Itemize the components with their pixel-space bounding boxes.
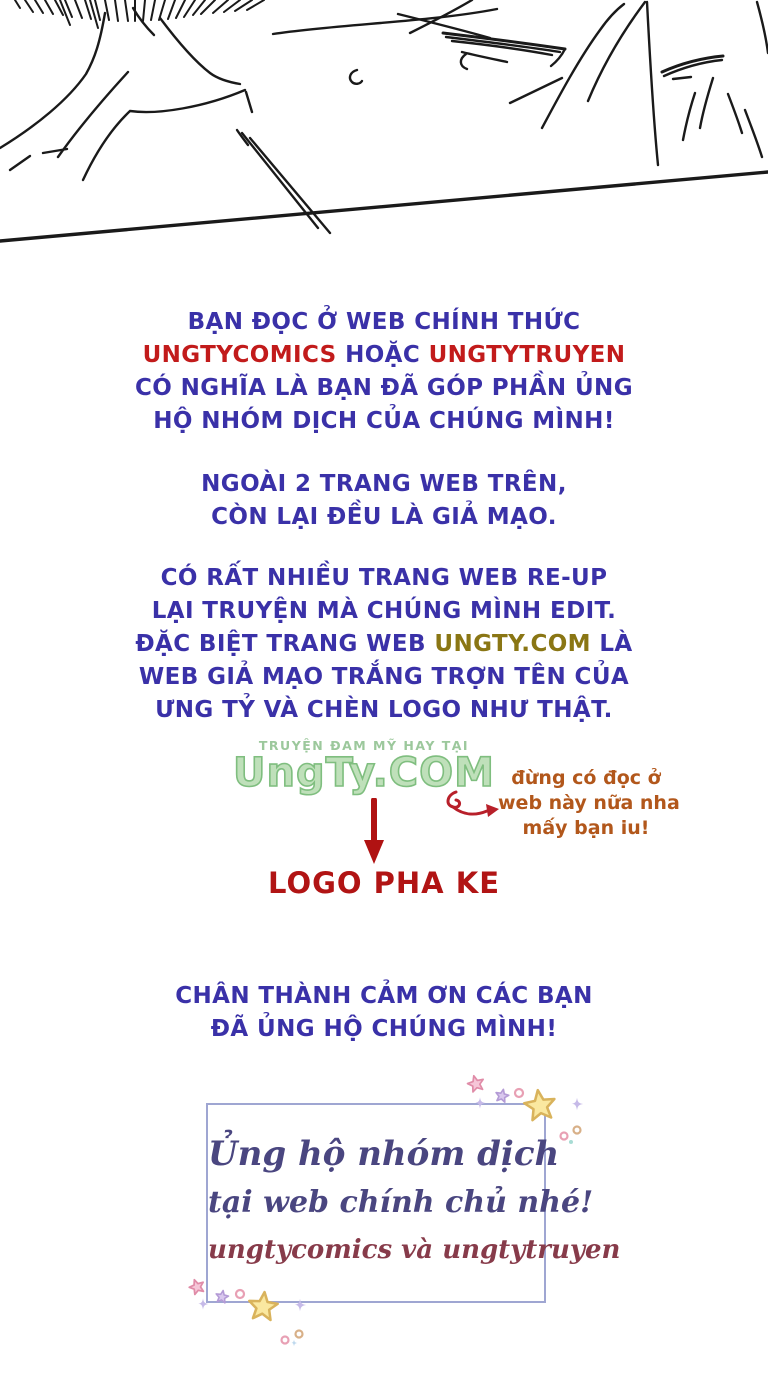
fake-logo-tagline: TRUYỆN ĐAM MỸ HAY TẠI	[258, 738, 470, 753]
notice-line	[0, 562, 768, 595]
notice-text: NGOÀI 2 TRANG WEB TRÊN,	[201, 471, 567, 497]
notice-text: CHÂN THÀNH CẢM ƠN CÁC BẠN	[175, 983, 593, 1009]
panel-border-line	[0, 172, 768, 241]
notice-paragraph-1	[0, 306, 768, 438]
notice-line	[0, 980, 768, 1013]
notice-line	[0, 405, 768, 438]
star-decoration-top-right	[450, 1070, 600, 1155]
fake-logo-label: LOGO PHA KE	[268, 866, 500, 900]
promo-sites-line: ungtycomics và ungtytruyen	[208, 1235, 621, 1265]
hair-fringe-lines	[15, 0, 264, 28]
warning-line: web này nữa nha	[498, 792, 680, 814]
site-name-ungtytruyen: UNGTYTRUYEN	[428, 342, 626, 368]
pink-star-icon	[187, 1277, 206, 1295]
notice-paragraph-4	[0, 980, 768, 1046]
notice-line	[0, 306, 768, 339]
fake-site-logo: UngTy.COM	[233, 750, 495, 796]
notice-text: LÀ	[590, 631, 633, 657]
notice-text: BẠN ĐỌC Ở WEB CHÍNH THỨC	[187, 309, 581, 335]
curly-arrow-icon	[443, 786, 505, 822]
warning-line: đừng có đọc ở	[511, 767, 661, 789]
notice-line	[0, 372, 768, 405]
notice-text: HOẶC	[336, 342, 429, 368]
notice-text: WEB GIẢ MẠO TRẮNG TRỢN TÊN CỦA	[138, 664, 630, 690]
star-decoration-bottom-left	[180, 1270, 325, 1360]
pink-star-icon	[466, 1074, 486, 1093]
notice-line	[0, 628, 768, 661]
site-name-ungtycomics: UNGTYCOMICS	[142, 342, 337, 368]
notice-line	[0, 595, 768, 628]
notice-text: ĐÃ ỦNG HỘ CHÚNG MÌNH!	[210, 1016, 558, 1042]
manga-sketch-art	[0, 0, 768, 252]
notice-line	[0, 339, 768, 372]
purple-star-icon	[215, 1289, 229, 1303]
purple-star-icon	[495, 1088, 510, 1103]
notice-text: ƯNG TỶ VÀ CHÈN LOGO NHƯ THẬT.	[155, 697, 613, 723]
notice-text: LẠI TRUYỆN MÀ CHÚNG MÌNH EDIT.	[151, 598, 617, 624]
notice-paragraph-3	[0, 562, 768, 727]
notice-line	[0, 1013, 768, 1046]
notice-text: CÓ RẤT NHIỀU TRANG WEB RE-UP	[160, 565, 608, 591]
notice-line	[0, 468, 768, 501]
notice-line	[0, 661, 768, 694]
notice-paragraph-2	[0, 468, 768, 534]
notice-line	[0, 694, 768, 727]
yellow-star-icon	[523, 1088, 557, 1121]
notice-line	[0, 501, 768, 534]
yellow-star-icon	[248, 1291, 279, 1321]
warning-line: mấy bạn iu!	[522, 817, 650, 839]
promo-line: Ủng hộ nhóm dịch	[208, 1134, 560, 1174]
down-arrow-icon	[363, 798, 385, 866]
notice-text: CÓ NGHĨA LÀ BẠN ĐÃ GÓP PHẦN ỦNG	[135, 375, 633, 401]
sparkle-icon	[197, 1298, 306, 1346]
fake-site-url: UNGTY.COM	[434, 631, 591, 657]
notice-text: ĐẶC BIỆT TRANG WEB	[135, 631, 435, 657]
promo-line: tại web chính chủ nhé!	[208, 1185, 594, 1220]
notice-text: CÒN LẠI ĐỀU LÀ GIẢ MẠO.	[211, 504, 557, 530]
notice-text: HỘ NHÓM DỊCH CỦA CHÚNG MÌNH!	[153, 408, 615, 434]
warning-note	[498, 766, 680, 841]
